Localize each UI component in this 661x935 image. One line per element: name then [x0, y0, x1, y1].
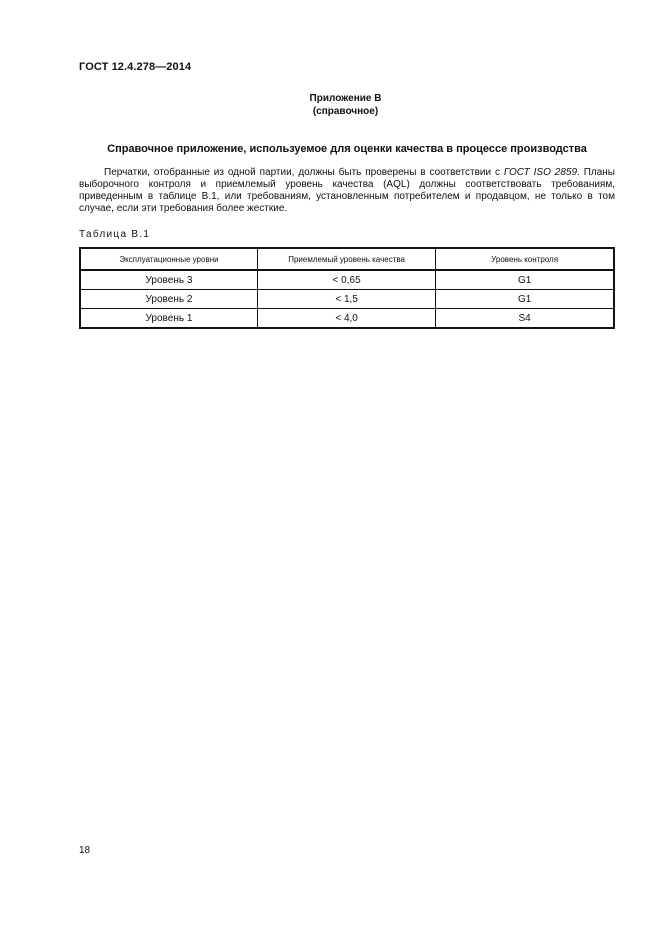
- annex-block: [0, 92, 661, 118]
- table-cell: G1: [436, 270, 614, 290]
- table-cell: Уровень 2: [80, 290, 257, 309]
- paragraph-text-start: Перчатки, отобранные из одной партии, должны быть проверены в соответствии с: [104, 167, 504, 178]
- header-cell: Уровень контроля: [436, 248, 614, 270]
- quality-levels-table: [79, 247, 615, 329]
- body-paragraph: [79, 167, 615, 215]
- table-cell: G1: [436, 290, 614, 309]
- annex-subtitle: (справочное): [312, 106, 379, 117]
- table-cell: < 0,65: [257, 270, 435, 290]
- table-caption: Таблица В.1: [79, 229, 151, 240]
- table-cell: S4: [436, 309, 614, 329]
- header-cell: Приемлемый уровень качества: [257, 248, 435, 270]
- document-code: ГОСТ 12.4.278—2014: [79, 61, 192, 73]
- table-row: [80, 270, 614, 290]
- table-row: [80, 309, 614, 329]
- page-number: 18: [79, 845, 91, 856]
- table-row: [80, 290, 614, 309]
- annex-title: Приложение В: [309, 93, 382, 104]
- table-cell: < 1,5: [257, 290, 435, 309]
- table-cell: Уровень 3: [80, 270, 257, 290]
- table-cell: Уровень 1: [80, 309, 257, 329]
- paragraph-text-end: . Планы выборочного контроля и приемлемый уровень качества (AQL) должны соответствовать требованиям, приведенным в таблице В.1, или требованиям, установленным потребителем и продавцом, не только в том случае, если эти требования более жесткие.: [79, 167, 615, 214]
- table-cell: < 4,0: [257, 309, 435, 329]
- header-cell: Эксплуатационные уровни: [80, 248, 257, 270]
- table-header-row: [80, 248, 614, 270]
- section-heading: Справочное приложение, используемое для оценки качества в процессе производства: [107, 143, 587, 155]
- standard-reference: ГОСТ ISO 2859: [503, 167, 578, 178]
